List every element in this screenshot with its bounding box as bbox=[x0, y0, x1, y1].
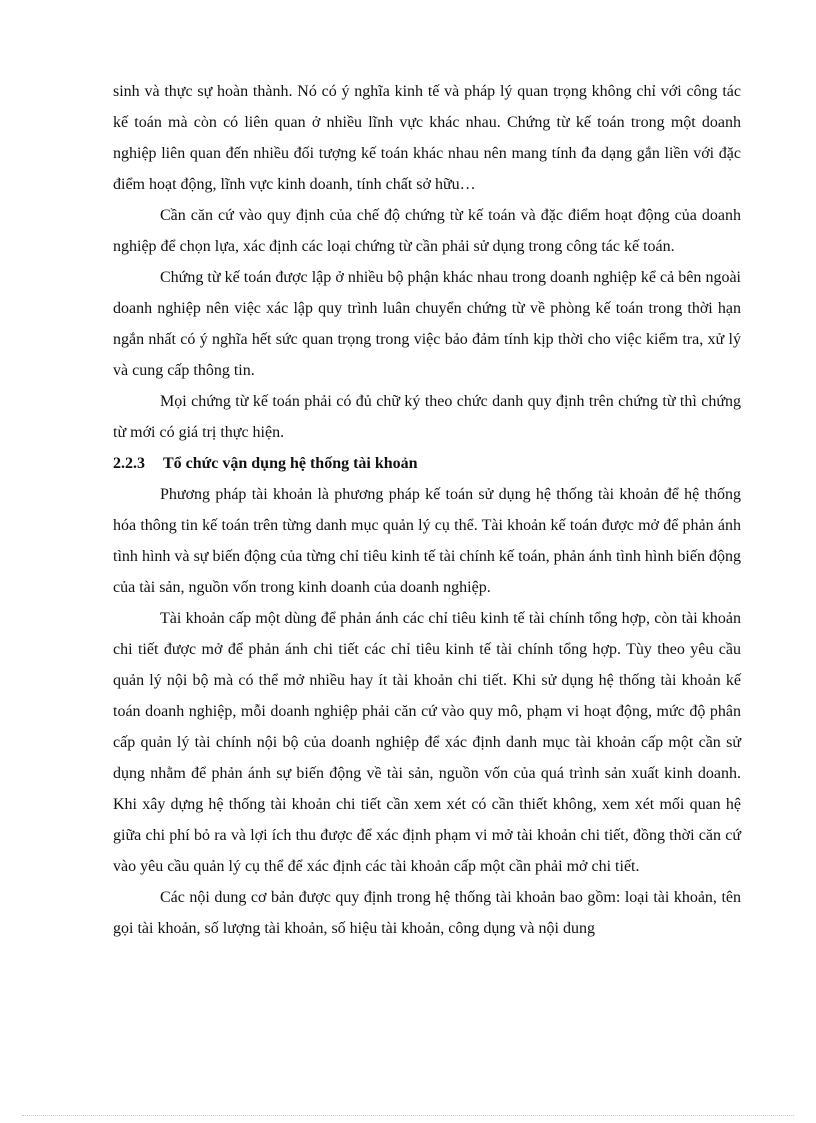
paragraph-document-circulation: Chứng từ kế toán được lập ở nhiều bộ phận khác nhau trong doanh nghiệp kể cả bên ngoài doanh nghiệp nên việc xác lập quy trình luân chuyển chứng từ về phòng kế toán trong thời hạn ngắn nhất có ý nghĩa hết sức quan trọng trong việc bảo đảm tính kịp thời cho việc kiểm tra, xử lý và cung cấp thông tin. bbox=[113, 269, 741, 379]
paragraph-document-basis: Cần căn cứ vào quy định của chế độ chứng từ kế toán và đặc điểm hoạt động của doanh nghiệp để chọn lựa, xác định các loại chứng từ cần phải sử dụng trong công tác kế toán. bbox=[113, 207, 741, 255]
paragraph-continuation: sinh và thực sự hoàn thành. Nó có ý nghĩa kinh tế và pháp lý quan trọng không chỉ với công tác kế toán mà còn có liên quan ở nhiều lĩnh vực khác nhau. Chứng từ kế toán trong một doanh nghiệp liên quan đến nhiều đối tượng kế toán khác nhau nên mang tính đa dạng gắn liền với đặc điểm hoạt động, lĩnh vực kinh doanh, tính chất sở hữu… bbox=[113, 83, 741, 193]
section-heading bbox=[113, 448, 741, 479]
paragraph-signature-requirement: Mọi chứng từ kế toán phải có đủ chữ ký theo chức danh quy định trên chứng từ thì chứng từ mới có giá trị thực hiện. bbox=[113, 393, 741, 441]
paragraph-account-levels: Tài khoản cấp một dùng để phản ánh các chỉ tiêu kinh tế tài chính tổng hợp, còn tài khoản chi tiết được mở để phản ánh chi tiết các chỉ tiêu kinh tế tài chính tổng hợp. Tùy theo yêu cầu quản lý nội bộ mà có thể mở nhiều hay ít tài khoản chi tiết. Khi sử dụng hệ thống tài khoản kế toán doanh nghiệp, mỗi doanh nghiệp phải căn cứ vào quy mô, phạm vi hoạt động, mức độ phân cấp quản lý tài chính nội bộ của doanh nghiệp để xác định danh mục tài khoản cấp một cần sử dụng nhằm để phản ánh sự biến động về tài sản, nguồn vốn của quá trình sản xuất kinh doanh. Khi xây dựng hệ thống tài khoản chi tiết cần xem xét có cần thiết không, xem xét mối quan hệ giữa chi phí bỏ ra và lợi ích thu được để xác định phạm vi mở tài khoản chi tiết, đồng thời căn cứ vào yêu cầu quản lý cụ thể để xác định các tài khoản cấp một cần phải mở chi tiết. bbox=[113, 610, 741, 875]
document-body bbox=[113, 76, 741, 944]
section-number: 2.2.3 bbox=[113, 455, 145, 472]
page-bottom-divider bbox=[22, 1115, 794, 1116]
section-title: Tổ chức vận dụng hệ thống tài khoản bbox=[163, 455, 418, 472]
paragraph-account-method: Phương pháp tài khoản là phương pháp kế toán sử dụng hệ thống tài khoản để hệ thống hóa thông tin kế toán trên từng danh mục quản lý cụ thể. Tài khoản kế toán được mở để phản ánh tình hình và sự biến động của từng chỉ tiêu kinh tế tài chính kế toán, phản ánh tình hình biến động của tài sản, nguồn vốn trong kinh doanh của doanh nghiệp. bbox=[113, 486, 741, 596]
paragraph-account-contents: Các nội dung cơ bản được quy định trong hệ thống tài khoản bao gồm: loại tài khoản, tên gọi tài khoản, số lượng tài khoản, số hiệu tài khoản, công dụng và nội dung bbox=[113, 889, 741, 937]
